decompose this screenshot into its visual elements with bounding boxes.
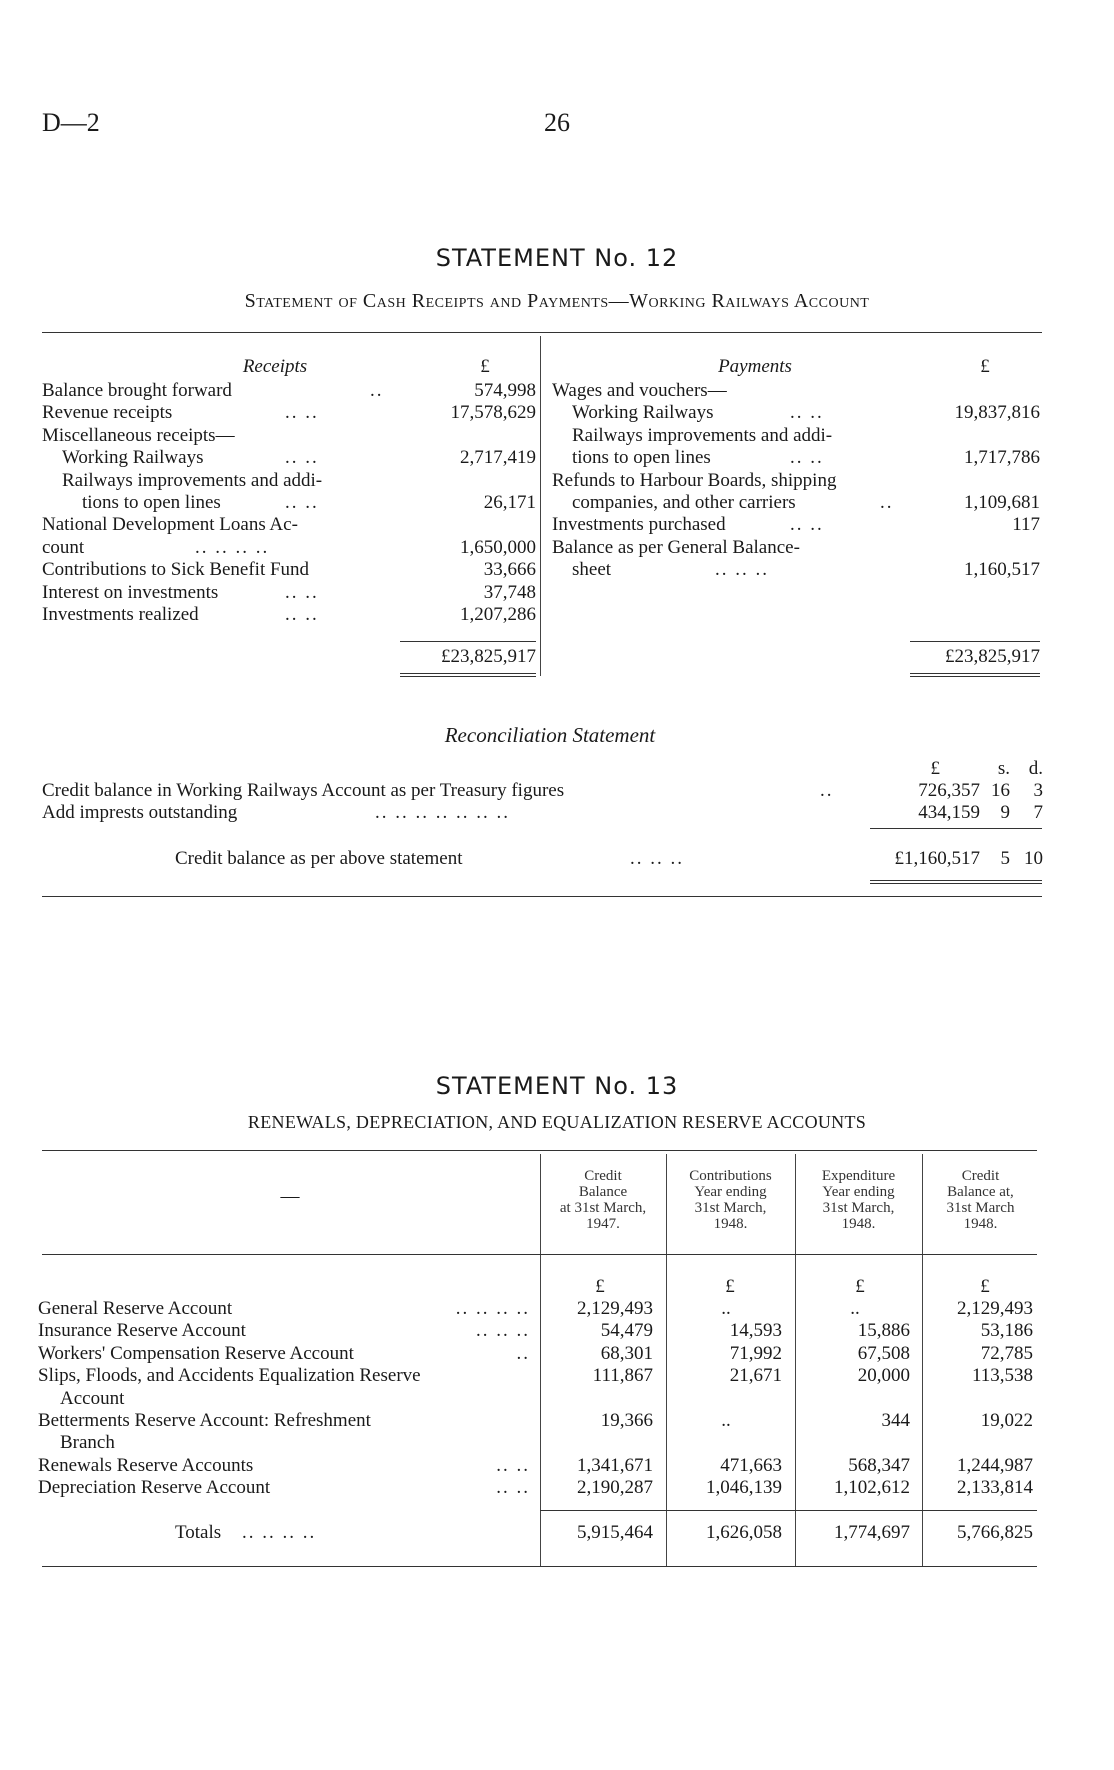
receipt-value: 2,717,419 <box>460 447 536 469</box>
recon-line-label: Credit balance in Working Railways Account as per Treasury figures <box>42 780 565 801</box>
payment-value: 19,837,816 <box>954 402 1040 424</box>
recon-line-s: 16 <box>991 780 1010 801</box>
receipts-pound-heading: £ <box>480 356 490 377</box>
t13-row-label: Depreciation Reserve Account <box>38 1477 271 1499</box>
t13-divider-3 <box>795 1154 796 1566</box>
t13-divider-4 <box>922 1154 923 1566</box>
t13-row-dots: .. .. .. <box>476 1320 530 1342</box>
t13-row-dots: .. .. .. .. <box>455 1298 530 1319</box>
payment-dots: .. <box>880 492 894 513</box>
payments-total-rule <box>910 641 1040 642</box>
t13-row-label: General Reserve Account <box>38 1298 233 1319</box>
recon-line-pounds: 434,159 <box>918 802 980 824</box>
statement-13-subtitle: RENEWALS, DEPRECIATION, AND EQUALIZATION RESERVE ACCOUNTS <box>247 1112 867 1132</box>
payment-value: 1,109,681 <box>964 492 1040 513</box>
top-rule <box>42 332 1042 333</box>
recon-line-dots: .. .. .. .. .. .. .. <box>375 802 510 824</box>
recon-line-pounds: 726,357 <box>918 780 980 801</box>
t13-cell: 54,479 <box>600 1320 653 1342</box>
payments-total: £23,825,917 <box>945 646 1040 667</box>
t13-row-dots: .. .. <box>496 1454 530 1476</box>
t13-cell: 71,992 <box>729 1342 782 1364</box>
payment-dots: .. .. <box>790 447 824 469</box>
payments-heading: Payments <box>718 356 792 377</box>
t13-row-label-cont: Branch <box>60 1432 115 1454</box>
recon-total-dots: .. .. .. <box>630 848 684 869</box>
t13-totals-rule <box>540 1510 1037 1511</box>
receipt-dots: .. .. <box>285 604 319 625</box>
recon-d-heading: d. <box>1028 758 1043 779</box>
receipt-value: 33,666 <box>483 559 536 581</box>
t13-total-closing: 5,766,825 <box>957 1522 1033 1543</box>
receipt-value: 574,998 <box>474 380 536 401</box>
recon-line-d: 7 <box>1033 802 1043 824</box>
t13-header-closing-balance: Credit Balance at, 31st March 1948. <box>946 1168 1015 1232</box>
t13-total-opening: 5,915,464 <box>577 1522 653 1543</box>
t13-cell: .. <box>721 1410 731 1431</box>
receipts-heading: Receipts <box>242 356 308 377</box>
t13-cell: 1,102,612 <box>834 1477 910 1499</box>
t13-totals-label: Totals <box>175 1522 222 1543</box>
t13-row-dots: .. <box>516 1342 530 1364</box>
receipts-double-rule-b <box>400 676 536 677</box>
t13-cell: 111,867 <box>592 1365 653 1387</box>
recon-line-label: Add imprests outstanding <box>42 802 238 824</box>
column-divider <box>540 336 541 676</box>
t13-top-rule <box>42 1150 1037 1151</box>
recon-line-dots: .. <box>820 780 834 801</box>
recon-rule <box>870 828 1042 829</box>
t13-cell: 2,129,493 <box>957 1298 1033 1319</box>
receipt-label: tions to open lines <box>82 492 221 513</box>
receipt-dots: .. .. <box>285 581 319 603</box>
t13-total-expenditure: 1,774,697 <box>834 1522 910 1543</box>
t13-cell: 471,663 <box>720 1454 782 1476</box>
recon-total-pounds: £1,160,517 <box>894 848 980 869</box>
payment-dots: .. .. .. <box>715 559 769 581</box>
receipt-label: National Development Loans Ac- <box>42 514 298 536</box>
receipt-label: Working Railways <box>62 447 204 469</box>
t13-cell: 21,671 <box>729 1365 782 1387</box>
receipt-value: 1,207,286 <box>460 604 536 625</box>
payment-dots: .. .. <box>790 402 824 424</box>
payment-value: 1,160,517 <box>964 559 1040 581</box>
t13-cell: .. <box>850 1298 860 1319</box>
recon-pound-heading: £ <box>930 758 940 779</box>
t13-cell: 568,347 <box>848 1454 910 1476</box>
t13-header-contributions: Contributions Year ending 31st March, 1948. <box>689 1168 772 1232</box>
receipt-label: Railways improvements and addi- <box>62 469 323 491</box>
t13-cell: 15,886 <box>857 1320 910 1342</box>
receipt-label: Contributions to Sick Benefit Fund <box>42 559 310 581</box>
payment-label: companies, and other carriers <box>572 492 796 513</box>
receipt-value: 17,578,629 <box>450 402 536 424</box>
recon-total-s: 5 <box>1000 848 1010 869</box>
recon-double-rule-b <box>870 883 1042 884</box>
receipt-label: count <box>42 536 85 558</box>
t13-unit-4: £ <box>980 1276 990 1297</box>
t13-row-label: Insurance Reserve Account <box>38 1320 246 1342</box>
payments-double-rule-b <box>910 676 1040 677</box>
receipt-label: Investments realized <box>42 604 199 625</box>
t13-cell: 72,785 <box>980 1342 1033 1364</box>
receipts-total-rule <box>400 641 536 642</box>
payment-label: Working Railways <box>572 402 714 424</box>
t13-unit-2: £ <box>725 1276 735 1297</box>
t13-cell: 14,593 <box>729 1320 782 1342</box>
page-code: D—2 <box>42 108 100 137</box>
t13-header-expenditure: Expenditure Year ending 31st March, 1948. <box>821 1168 896 1232</box>
statement-12-title: STATEMENT No. 12 <box>435 244 679 272</box>
t13-cell: 19,366 <box>600 1410 653 1431</box>
recon-total-label: Credit balance as per above statement <box>175 848 463 869</box>
recon-line-s: 9 <box>1000 802 1010 824</box>
receipt-label: Interest on investments <box>42 581 219 603</box>
t13-cell: 1,244,987 <box>957 1454 1033 1476</box>
t13-cell: 68,301 <box>600 1342 653 1364</box>
t13-cell: 1,341,671 <box>577 1454 653 1476</box>
t13-cell: 2,129,493 <box>577 1298 653 1319</box>
t13-cell: 19,022 <box>980 1410 1033 1431</box>
reconciliation-title: Reconciliation Statement <box>444 723 656 747</box>
t13-cell: 344 <box>881 1410 910 1431</box>
t13-cell: 20,000 <box>857 1365 910 1387</box>
t13-bottom-rule <box>42 1566 1037 1567</box>
receipt-label: Balance brought forward <box>42 380 232 401</box>
t13-row-dots: .. .. <box>496 1477 530 1499</box>
payment-value: 1,717,786 <box>964 447 1040 469</box>
t13-cell: 2,133,814 <box>957 1477 1033 1499</box>
bottom-rule-12 <box>42 896 1042 897</box>
t13-divider-2 <box>666 1154 667 1566</box>
t13-unit-3: £ <box>855 1276 865 1297</box>
receipt-value: 1,650,000 <box>460 536 536 558</box>
recon-total-d: 10 <box>1024 848 1043 869</box>
receipts-total: £23,825,917 <box>441 646 536 667</box>
payment-label: Refunds to Harbour Boards, shipping <box>552 469 837 491</box>
t13-cell: 2,190,287 <box>577 1477 653 1499</box>
t13-row-label: Slips, Floods, and Accidents Equalization Reserve <box>38 1365 421 1387</box>
receipt-value: 26,171 <box>483 492 536 513</box>
t13-total-contributions: 1,626,058 <box>706 1522 782 1543</box>
receipt-value: 37,748 <box>483 581 536 603</box>
receipt-dots: .. .. <box>285 492 319 513</box>
recon-double-rule-a <box>870 880 1042 881</box>
receipt-dots: .. .. <box>285 447 319 469</box>
receipt-dots: .. <box>370 380 384 401</box>
payments-pound-heading: £ <box>980 356 990 377</box>
statement-12-subtitle: Statement of Cash Receipts and Payments—Working Railways Account <box>244 290 870 312</box>
payment-label: sheet <box>572 559 612 581</box>
statement-13-title: STATEMENT No. 13 <box>435 1072 679 1100</box>
payment-label: tions to open lines <box>572 447 711 469</box>
receipt-label: Miscellaneous receipts— <box>42 424 235 446</box>
recon-s-heading: s. <box>997 758 1010 779</box>
receipt-dots: .. .. <box>285 402 319 424</box>
payment-dots: .. .. <box>790 514 824 536</box>
t13-cell: .. <box>721 1298 731 1319</box>
page-number: 26 <box>544 108 570 137</box>
t13-row-label: Renewals Reserve Accounts <box>38 1454 254 1476</box>
t13-cell: 53,186 <box>980 1320 1033 1342</box>
recon-line-d: 3 <box>1033 780 1043 801</box>
payment-label: Railways improvements and addi- <box>572 424 833 446</box>
payment-label: Wages and vouchers— <box>552 380 727 401</box>
receipt-label: Revenue receipts <box>42 402 173 424</box>
receipt-dots: .. .. .. .. <box>195 536 270 558</box>
payment-label: Investments purchased <box>552 514 726 536</box>
payment-label: Balance as per General Balance- <box>552 536 800 558</box>
t13-cell: 67,508 <box>857 1342 910 1364</box>
t13-cell: 1,046,139 <box>706 1477 782 1499</box>
t13-totals-dots: .. .. .. .. <box>242 1522 317 1543</box>
payments-double-rule-a <box>910 673 1040 674</box>
t13-divider-1 <box>540 1154 541 1566</box>
t13-header-rule <box>42 1254 1037 1255</box>
receipts-double-rule-a <box>400 673 536 674</box>
t13-row-label: Betterments Reserve Account: Refreshment <box>38 1410 371 1431</box>
t13-row-label: Workers' Compensation Reserve Account <box>38 1342 354 1364</box>
t13-stub-heading: — <box>280 1186 300 1207</box>
payment-value: 117 <box>1012 514 1040 536</box>
t13-cell: 113,538 <box>971 1365 1033 1387</box>
t13-unit-1: £ <box>595 1276 605 1297</box>
t13-header-opening-balance: Credit Balance at 31st March, 1947. <box>559 1168 647 1232</box>
t13-row-label-cont: Account <box>60 1387 125 1409</box>
